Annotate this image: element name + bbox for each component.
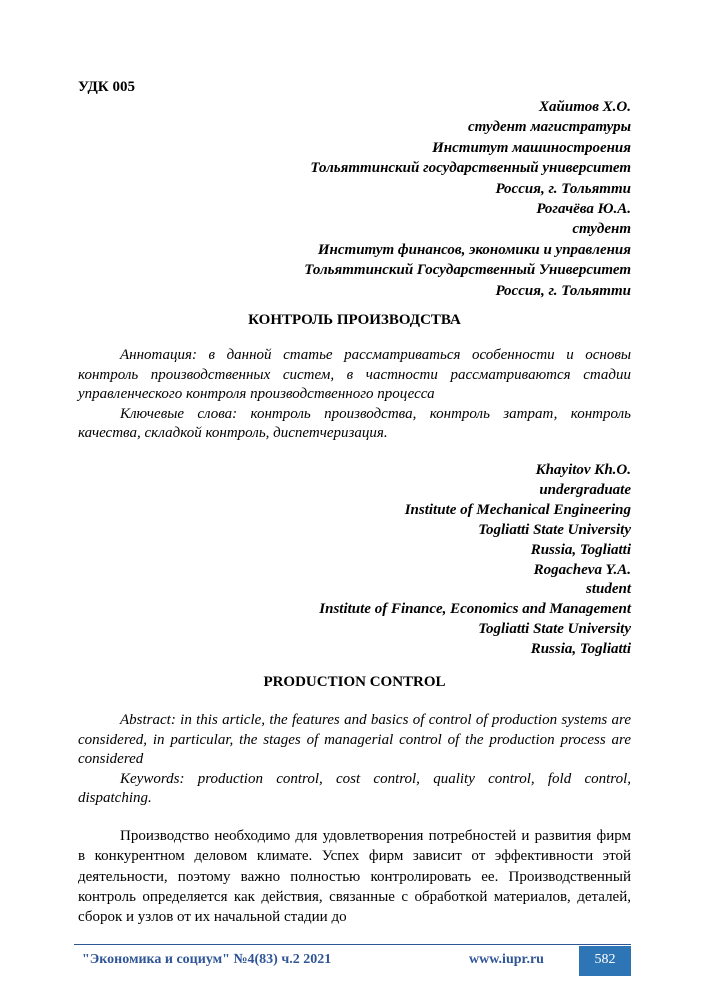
keywords-en: Keywords: production control, cost control, quality control, fold control, dispatching.	[78, 770, 631, 806]
page-number: 582	[579, 946, 631, 976]
abstract-text-en: Abstract: in this article, the features and basics of control of production systems are considered, in particular, the stages of managerial control of the production process are considered	[78, 712, 631, 767]
author-university: Тольяттинский государственный университет	[310, 160, 631, 177]
author-name: Rogacheva Y.A.	[533, 561, 631, 578]
article-title-ru: КОНТРОЛЬ ПРОИЗВОДСТВА	[248, 312, 461, 328]
author-institute: Институт финансов, экономики и управления	[317, 241, 631, 258]
author-institute: Institute of Finance, Economics and Management	[319, 601, 631, 618]
author-institute: Институт машиностроения	[432, 139, 631, 156]
author-university: Togliatti State University	[478, 621, 631, 638]
author-status: undergraduate	[539, 481, 631, 498]
body-text	[78, 826, 631, 927]
author-location: Россия, г. Тольятти	[495, 282, 631, 299]
authors-ru	[78, 97, 631, 301]
authors-en	[78, 461, 631, 660]
abstract-text-ru: Аннотация: в данной статье рассматриваться особенности и основы контроль производственных систем, в частности рассматриваются стадии управленческого контроля производственного процесса	[78, 347, 631, 402]
abstract-ru	[78, 346, 631, 444]
journal-website-link[interactable]: www.iupr.ru	[469, 952, 544, 967]
author-university: Togliatti State University	[478, 521, 631, 538]
author-name: Khayitov Kh.O.	[535, 462, 631, 478]
author-status: student	[585, 581, 631, 598]
author-location: Russia, Togliatti	[530, 541, 631, 558]
body-paragraph: Производство необходимо для удовлетворения потребностей и развития фирм в конкурентном деловом климате. Успех фирм зависит от эффективности этой деятельности, поэтому важно полностью контролировать ее. Производственный контроль определяется как действия, связанные с обработкой материалов, деталей, сборок и узлов от их начальной стадии до	[78, 828, 631, 926]
author-name: Рогачёва Ю.А.	[536, 201, 631, 218]
author-institute: Institute of Mechanical Engineering	[404, 501, 631, 518]
udk-code: УДК 005	[78, 79, 135, 95]
keywords-ru: Ключевые слова: контроль производства, контроль затрат, контроль качества, складкой контроль, диспетчеризация.	[78, 405, 631, 441]
author-location: Россия, г. Тольятти	[495, 180, 631, 197]
author-name: Хайитов Х.О.	[539, 99, 631, 115]
footer-divider	[74, 944, 631, 945]
author-status: студент	[572, 221, 631, 238]
author-university: Тольяттинский Государственный Университет	[304, 262, 631, 279]
article-title-en: PRODUCTION CONTROL	[263, 674, 446, 690]
author-status: студент магистратуры	[467, 119, 631, 136]
journal-name: "Экономика и социум" №4(83) ч.2 2021	[82, 952, 332, 967]
page-footer	[74, 946, 631, 976]
author-location: Russia, Togliatti	[530, 641, 631, 658]
abstract-en	[78, 711, 631, 809]
